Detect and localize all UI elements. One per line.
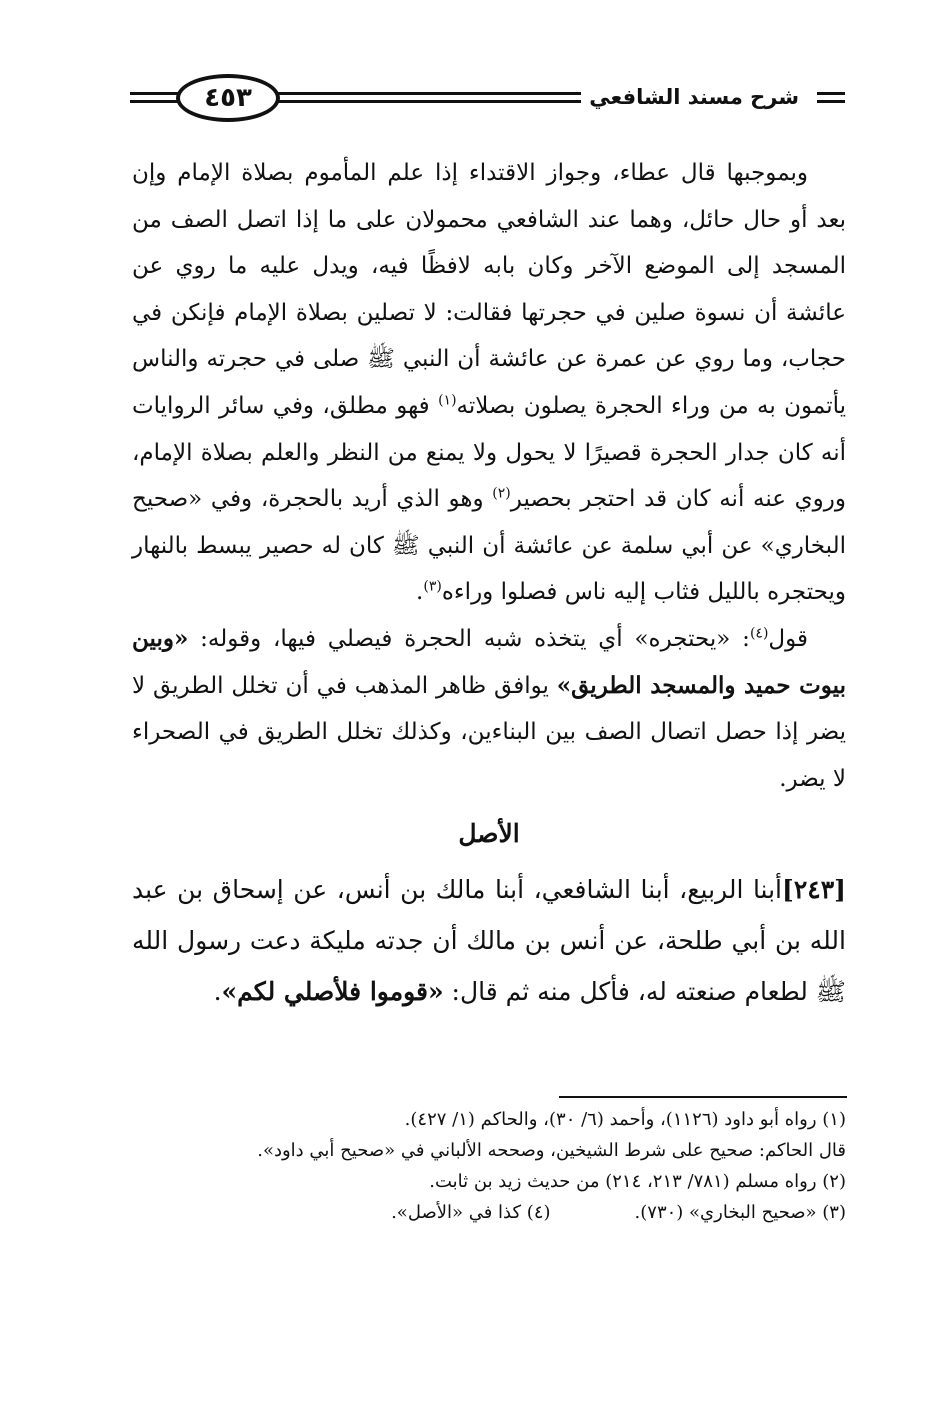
footnote-row	[132, 1197, 846, 1228]
footnote-ref: (٢)	[492, 485, 511, 502]
hadith-body: أبنا الربيع، أبنا الشافعي، أبنا مالك بن أنس، عن إسحاق بن عبد الله بن أبي طلحة، عن أنس بن مالك أن جدته مليكة دعت رسول الله ﷺ لطعام صنعته له، فأكل منه ثم قال:	[132, 875, 846, 1007]
paragraph-text: يوافق ظاهر المذهب في أن تخلل الطريق لا يضر إذا حصل اتصال الصف بين البناءين، وكذلك تخلل الطريق في الصحراء لا يضر.	[132, 672, 846, 792]
footnote: قال الحاكم: صحيح على شرط الشيخين، وصححه الألباني في «صحيح أبي داود».	[257, 1140, 846, 1161]
hadith-end: .	[213, 977, 222, 1007]
paragraph-text: وبموجبها قال عطاء، وجواز الاقتداء إذا علم المأموم بصلاة الإمام وإن بعد أو حال حائل، وهما عند الشافعي محمولان على ما إذا اتصل الصف من المسجد إلى الموضع الآخر وكان بابه لافظًا فيه، ويدل عليه ما روي عن عائشة أن نسوة صلين في حجرتها فقالت: لا تصلين بصلاة الإمام فإنكن في حجاب، وما روي عن عمرة عن عائشة أن النبي ﷺ صلى في حجرته والناس يأتمون به من وراء الحجرة يصلون بصلاته	[132, 160, 847, 419]
paragraph-text: : «يحتجره» أي يتخذه شبه الحجرة فيصلي فيها، وقوله:	[188, 625, 750, 652]
running-title: شرح مسند الشافعي	[581, 80, 807, 114]
commentary-paragraph	[132, 150, 846, 616]
hadith-text	[132, 864, 846, 1017]
footnote-divider	[559, 1096, 847, 1098]
hadith-number: [٢٤٣]	[782, 875, 846, 905]
footnote: (١) رواه أبو داود (١١٢٦)، وأحمد (٦/ ٣٠)، والحاكم (١/ ٤٢٧).	[404, 1109, 846, 1130]
page-header	[130, 66, 845, 130]
paragraph-text: وهو الذي أريد بالحجرة، وفي «صحيح البخاري» عن أبي سلمة عن عائشة أن النبي ﷺ كان له حصير يبسط بالنهار ويحتجره بالليل فثاب إليه ناس فصلوا وراءه	[132, 486, 846, 606]
footnote: (٣) «صحيح البخاري» (٧٣٠).	[634, 1202, 846, 1223]
main-text	[132, 150, 846, 1017]
hadith-quote: «قوموا فلأصلي لكم»	[221, 977, 444, 1007]
footnote-ref: (١)	[438, 392, 457, 409]
footnote: (٢) رواه مسلم (٧٨١/ ٢١٣، ٢١٤) من حديث زيد بن ثابت.	[429, 1171, 846, 1192]
header-rule-short	[817, 100, 845, 103]
paragraph-text: .	[416, 579, 424, 606]
footnotes	[132, 1104, 846, 1228]
quoted-text: «وبين بيوت حميد والمسجد الطريق»	[132, 624, 846, 699]
paragraph-text: قول	[768, 625, 808, 652]
section-heading: الأصل	[458, 819, 520, 849]
paragraph-text: فهو مطلق، وفي سائر الروايات أنه كان جدار الحجرة قصيرًا لا يحول ولا يمنع من النظر والعلم بصلاة الإمام، وروي عنه أنه كان قد احتجر بحصير	[132, 392, 846, 513]
commentary-paragraph	[132, 616, 846, 802]
footnote: (٤) كذا في «الأصل».	[391, 1202, 551, 1223]
footnote-ref: (٤)	[749, 625, 769, 642]
page-number: ٤٥٣	[176, 74, 280, 122]
footnote-ref: (٣)	[423, 578, 442, 595]
header-rule-short	[817, 92, 845, 95]
